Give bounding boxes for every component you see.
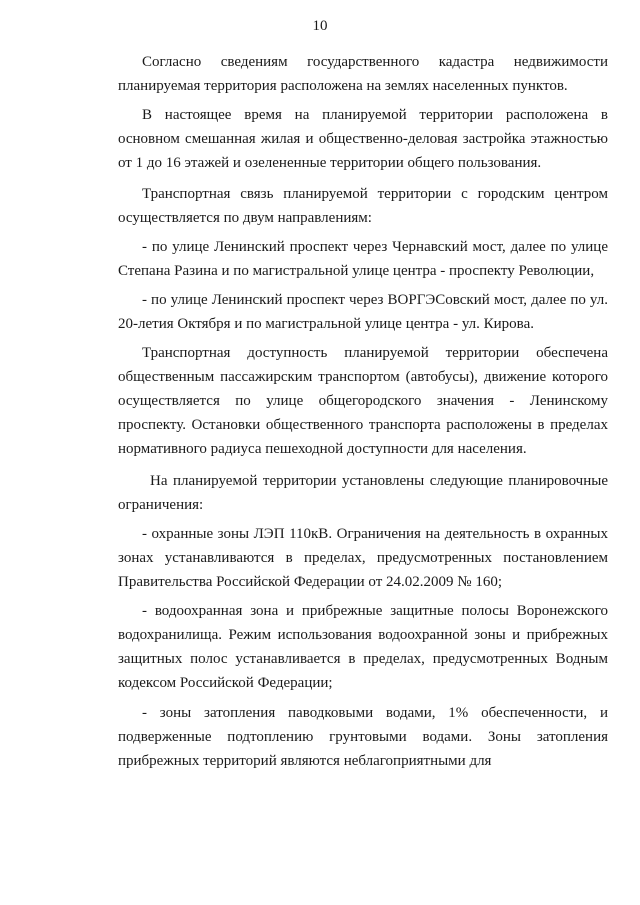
list-item-flood-zones: - зоны затопления паводковыми водами, 1% обеспеченности, и подверженные подтоплению грунтовыми водами. Зоны затопления прибрежных территорий являются неблагоприятными для [118,705,608,769]
list-item-chernavsky-bridge: - по улице Ленинский проспект через Чернавский мост, далее по улице Степана Разина и по магистральной улице центра - проспекту Революции, [118,239,608,279]
page-number: 10 [312,18,328,34]
list-item-power-line-zones: - охранные зоны ЛЭП 110кВ. Ограничения на деятельность в охранных зонах устанавливаются в пределах, предусмотренных постановлением Правительства Российской Федерации от 24.02.2009 № 160; [118,526,608,590]
paragraph-transport-accessibility: Транспортная доступность планируемой территории обеспечена общественным пассажирским транспортом (автобусы), движение которого осуществляется по улице общегородского значения - Ленинскому проспекту. Остановки общественного транспорта расположены в пределах нормативного радиуса пешеходной доступности для населения. [118,345,608,457]
paragraph-current-development: В настоящее время на планируемой территории расположена в основном смешанная жилая и общественно-деловая застройка этажностью от 1 до 16 этажей и озелененные территории общего пользования. [118,107,608,171]
paragraph-transport-connection: Транспортная связь планируемой территории с городским центром осуществляется по двум направлениям: [118,186,608,226]
paragraph-planning-restrictions: На планируемой территории установлены следующие планировочные ограничения: [118,473,608,513]
list-item-vorges-bridge: - по улице Ленинский проспект через ВОРГЭСовский мост, далее по ул. 20-летия Октября и по магистральной улице центра - ул. Кирова. [118,292,608,332]
paragraph-cadastre: Согласно сведениям государственного кадастра недвижимости планируемая территория расположена на землях населенных пунктов. [118,54,608,94]
list-item-water-protection-zone: - водоохранная зона и прибрежные защитные полосы Воронежского водохранилища. Режим использования водоохранной зоны и прибрежных защитных полос устанавливается в пределах, предусмотренных Водным кодексом Российской Федерации; [118,603,608,691]
